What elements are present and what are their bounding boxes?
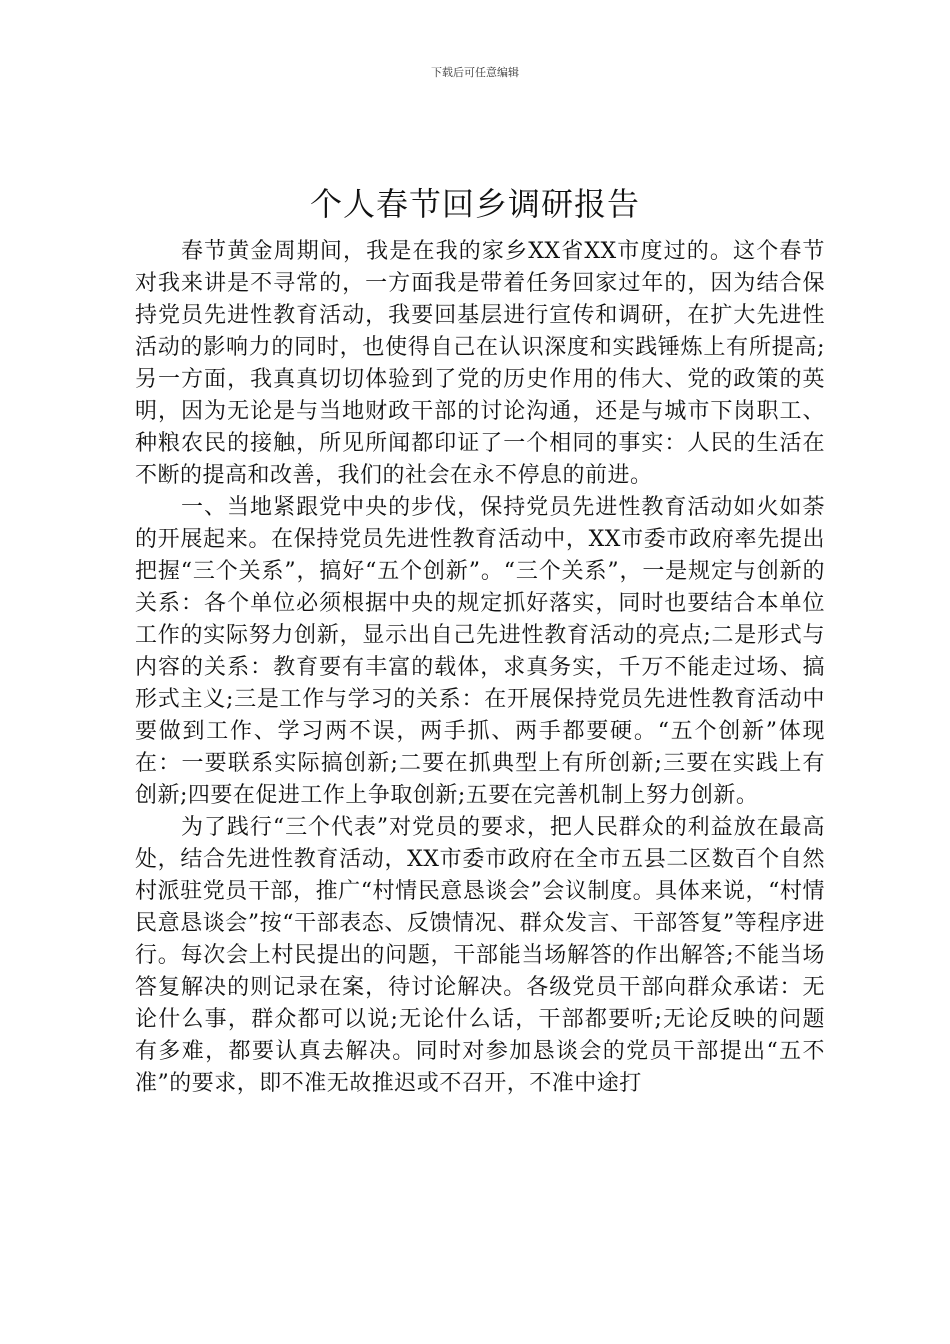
paragraph-section-one: 一、当地紧跟党中央的步伐，保持党员先进性教育活动如火如荼的开展起来。在保持党员先进性教育活动中，XX市委市政府率先提出把握“三个关系”，搞好“五个创新”。“三个关系”，一是规定与创新的关系：各个单位必须根据中央的规定抓好落实，同时也要结合本单位工作的实际努力创新，显示出自己先进性教育活动的亮点;二是形式与内容的关系：教育要有丰富的载体，求真务实，千万不能走过场、搞形式主义;三是工作与学习的关系：在开展保持党员先进性教育活动中要做到工作、学习两不误，两手抓、两手都要硬。“五个创新”体现在：一要联系实际搞创新;二要在抓典型上有所创新;三要在实践上有创新;四要在促进工作上争取创新;五要在完善机制上努力创新。 [135, 495, 825, 808]
document-body [135, 236, 825, 1100]
page-header-note: 下载后可任意编辑 [431, 66, 519, 79]
paragraph-three-represents: 为了践行“三个代表”对党员的要求，把人民群众的利益放在最高处，结合先进性教育活动，XX市委市政府在全市五县二区数百个自然村派驻党员干部，推广“村情民意恳谈会”会议制度。具体来说，“村情民意恳谈会”按“干部表态、反馈情况、群众发言、干部答复”等程序进行。每次会上村民提出的问题，干部能当场解答的作出解答;不能当场答复解决的则记录在案，待讨论解决。各级党员干部向群众承诺：无论什么事，群众都可以说;无论什么话，干部都要听;无论反映的问题有多难，都要认真去解决。同时对参加恳谈会的党员干部提出“五不准”的要求，即不准无故推迟或不召开，不准中途打 [135, 815, 825, 1096]
paragraph-intro: 春节黄金周期间，我是在我的家乡XX省XX市度过的。这个春节对我来讲是不寻常的，一方面我是带着任务回家过年的，因为结合保持党员先进性教育活动，我要回基层进行宣传和调研，在扩大先进性活动的影响力的同时，也使得自己在认识深度和实践锤炼上有所提高;另一方面，我真真切切体验到了党的历史作用的伟大、党的政策的英明，因为无论是与当地财政干部的讨论沟通，还是与城市下岗职工、种粮农民的接触，所见所闻都印证了一个相同的事实：人民的生活在不断的提高和改善，我们的社会在永不停息的前进。 [135, 239, 825, 488]
document-title: 个人春节回乡调研报告 [309, 185, 640, 223]
